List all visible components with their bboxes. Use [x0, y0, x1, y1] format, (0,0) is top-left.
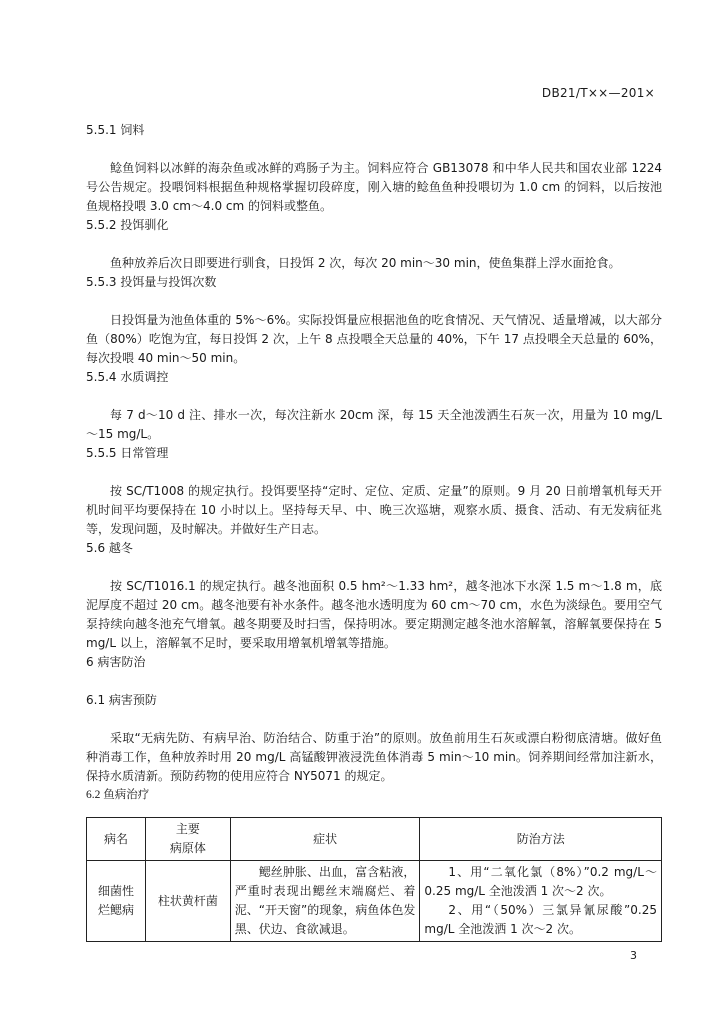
document-code: DB21/T××—201× [541, 86, 655, 100]
heading-5-5-2: 5.5.2 投饵驯化 [86, 218, 169, 232]
treatment-item-1: 1、用“二氧化氯（8%）”0.2 mg/L～0.25 mg/L 全池泼洒 1 次～2 次。 [424, 865, 657, 898]
heading-6-2: 6.2 鱼病治疗 [86, 789, 150, 801]
column-header-pathogen: 主要 病原体 [145, 818, 230, 861]
heading-5-5-1: 5.5.1 饲料 [86, 123, 145, 137]
paragraph-feed: 鲶鱼饲料以冰鲜的海杂鱼或冰鲜的鸡肠子为主。饲料应符合 GB13078 和中华人民共和国农业部 1224 号公告规定。投喂饲料根据鱼种规格掌握切段碎度，刚入塘的鲶鱼鱼种投喂切为 1.0 cm 的饲料，以后按池鱼规格投喂 3.0 cm～4.0 cm 的饲料或整鱼。 [86, 161, 662, 213]
cell-treatment [420, 861, 662, 942]
heading-6-1: 6.1 病害预防 [86, 693, 157, 707]
paragraph-overwintering: 按 SC/T1016.1 的规定执行。越冬池面积 0.5 hm²～1.33 hm²，越冬池冰下水深 1.5 m～1.8 m，底泥厚度不超过 20 cm。越冬池要有补水条件。越冬池水透明度为 60 cm～70 cm，水色为淡绿色。要用空气泵持续向越冬池充气增氧。越冬期要及时扫雪，保持明冰。要定期测定越冬池水溶解氧，溶解氧要保持在 5 mg/L 以上，溶解氧不足时，要采取用增氧机增氧等措施。 [86, 579, 662, 650]
column-header-symptom: 症状 [230, 818, 420, 861]
heading-6: 6 病害防治 [86, 655, 146, 669]
heading-5-5-3: 5.5.3 投饵量与投饵次数 [86, 275, 217, 289]
column-header-disease: 病名 [87, 818, 146, 861]
cell-disease: 细菌性 烂鳃病 [87, 861, 146, 942]
paragraph-feeding-amount: 日投饵量为池鱼体重的 5%～6%。实际投饵量应根据池鱼的吃食情况、天气情况、适量增减，以大部分鱼（80%）吃饱为宜，每日投饵 2 次，上午 8 点投喂全天总量的 40%，下午 17 点投喂全天总量的 60%，每次投喂 40 min～50 min。 [86, 313, 662, 365]
paragraph-water-quality: 每 7 d～10 d 注、排水一次，每次注新水 20cm 深，每 15 天全池泼洒生石灰一次，用量为 10 mg/L～15 mg/L。 [86, 408, 662, 441]
heading-5-5-4: 5.5.4 水质调控 [86, 370, 169, 384]
cell-symptom: 鳃丝肿胀、出血，富含粘液，严重时表现出鳃丝末端腐烂、着泥、“开天窗”的现象，病鱼体色发黑、伏边、食欲减退。 [230, 861, 420, 942]
paragraph-feeding-training: 鱼种放养后次日即要进行驯食，日投饵 2 次，每次 20 min～30 min，使鱼集群上浮水面抢食。 [110, 256, 621, 270]
table-row [87, 861, 662, 942]
page-number: 3 [630, 949, 637, 962]
table-header-row [87, 818, 662, 861]
disease-treatment-table [86, 817, 662, 942]
heading-5-6: 5.6 越冬 [86, 541, 133, 555]
treatment-item-2: 2、用“（50%）三氯异氰尿酸”0.25 mg/L 全池泼洒 1 次～2 次。 [424, 903, 657, 936]
document-body [86, 121, 662, 942]
paragraph-daily-management: 按 SC/T1008 的规定执行。投饵要坚持“定时、定位、定质、定量”的原则。9 月 20 日前增氧机每天开机时间平均要保持在 10 小时以上。坚持每天早、中、晚三次巡塘，观察水质、摄食、活动、有无发病征兆等，发现问题，及时解决。并做好生产日志。 [86, 484, 662, 536]
heading-5-5-5: 5.5.5 日常管理 [86, 446, 169, 460]
column-header-treatment: 防治方法 [420, 818, 662, 861]
cell-pathogen: 柱状黄杆菌 [145, 861, 230, 942]
paragraph-disease-prevention: 采取“无病先防、有病早治、防治结合、防重于治”的原则。放鱼前用生石灰或漂白粉彻底清塘。做好鱼种消毒工作，鱼种放养时用 20 mg/L 高锰酸钾液浸洗鱼体消毒 5 min～10 min。饲养期间经常加注新水，保持水质清新。预防药物的使用应符合 NY5071 的规定。 [86, 731, 662, 783]
